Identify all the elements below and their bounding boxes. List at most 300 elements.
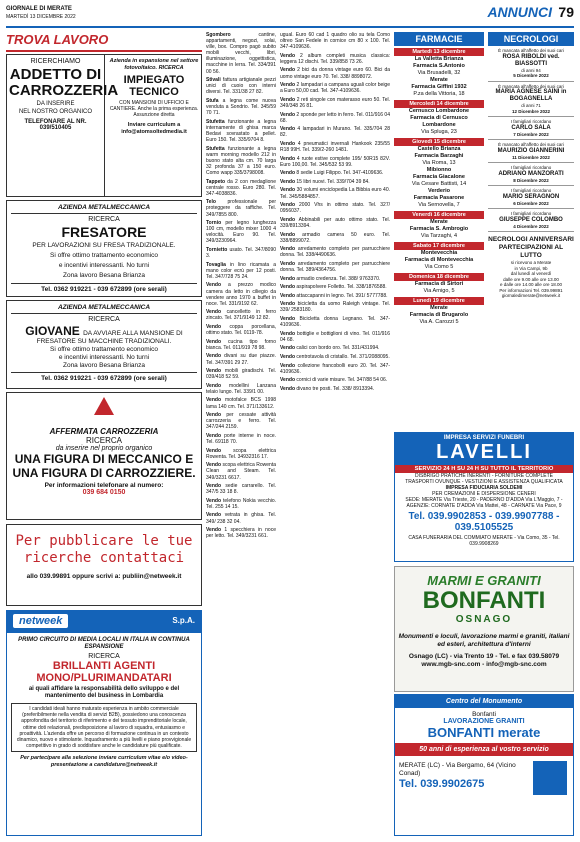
- ad-text: DA AVVIARE ALLA MANSIONE DI: [83, 330, 183, 337]
- ad-text: DA INSERIRE: [36, 101, 75, 107]
- classified-text: 2 reti singole con materasso euro 50. Tel. 349/348 26 81.: [280, 96, 390, 109]
- classified-text: 2 lampadari a campana uguali color beige a Euro 50,00 cad. Tel. 347-4109636.: [280, 82, 390, 95]
- necrologio-intro: È mancata all'affetto dei suoi cari: [498, 83, 564, 89]
- classified-keyword: Vendo: [280, 82, 296, 89]
- necrologio-intro: I famigliari ricordano: [510, 188, 552, 193]
- classified-text: porte interne in noce. Tel. 69118 70.: [206, 432, 276, 446]
- necrologi-column: [488, 32, 574, 432]
- farmacia-name: Cernusco Lombardone: [408, 108, 470, 114]
- classified-text: mobili giradischi. Tel. 039/418 52 59.: [206, 368, 276, 381]
- classified-item: [206, 462, 276, 480]
- classified-text: da 2 con medaglione centrale rosso. Euro 280. Tel. 347-4038836.: [206, 178, 276, 197]
- lavelli-ad: [394, 432, 574, 562]
- classified-keyword: Vendo: [206, 282, 222, 289]
- necrologio-date: 7 Dicembre 2022: [513, 131, 549, 137]
- farmacia-name: Castello Brianza: [417, 146, 461, 152]
- necrologio-date: 6 Dicembre 2022: [513, 200, 549, 206]
- classified-text: calici con bordo oro. Tel. 331/431994.: [296, 345, 380, 352]
- farmacia-name: Farmacia di Cernusco Lombardone: [410, 115, 468, 128]
- ad-text: NEL NOSTRO ORGANICO: [18, 109, 93, 115]
- necrologio-date: 11 Dicembre 2022: [512, 154, 550, 160]
- classified-keyword: Vendo: [280, 178, 296, 185]
- ad-phone: Tel. 0362 919221 - 039 672899 (ore serali): [11, 283, 197, 293]
- classified-keyword: Vendo: [280, 67, 296, 74]
- ad-contact[interactable]: Per partecipare alla selezione inviare curriculum vitae e/o video-presentazione a candidature@netweek.it: [20, 755, 188, 768]
- farmacia-name: Farmacia S. Ambrogio: [409, 226, 469, 232]
- ad-text: e incentivi interessanti. No turni: [58, 262, 150, 269]
- farmacia-name: Merate: [430, 77, 448, 83]
- ad-phone: TELEFONARE AL NR. 039/510405: [24, 119, 87, 131]
- classified-keyword: Vendo: [206, 382, 222, 389]
- classified-text: 1 specchiera in noce per letto. Tel. 349/3231 661.: [206, 527, 276, 540]
- classified-text: a prezzo modico camera da letto in ciliegio da vendere anno 1970 a buffet in noce. Tel. 331/9192 62.: [206, 282, 276, 307]
- ad-text: Per informazioni telefonare al numero:: [44, 482, 164, 489]
- classified-item: [280, 97, 390, 109]
- classified-item: [206, 179, 276, 197]
- necrologi-info-text: dalle ore 9.00 alle ore 13.00: [503, 276, 559, 282]
- centro-monumento-footer: [395, 759, 573, 799]
- farmacia-name: Farmacia Giacalone: [413, 174, 465, 180]
- classified-item: [206, 98, 276, 116]
- classified-text: scopa elettrica Rowenta. Tel. 34932316 17.: [206, 447, 276, 460]
- necrologio-name: ADRIANO MANZORATI: [498, 170, 564, 177]
- netweek-logo: netweek: [13, 614, 68, 628]
- farmacia-address: Via Tarzaghi, 4: [420, 233, 458, 239]
- classified-text: modellini Lanzana telaio lungo. Tel. 339/1 00.: [206, 382, 276, 395]
- classified-keyword: Vendo: [280, 96, 296, 103]
- classified-item: [280, 301, 390, 313]
- classified-keyword: Vendo: [280, 52, 296, 59]
- classified-item: [280, 53, 390, 65]
- classified-keyword: Vendo: [280, 202, 296, 209]
- farmacia-day: Lunedì 19 dicembre: [394, 297, 484, 305]
- classified-item: [206, 309, 276, 321]
- classified-item: [206, 527, 276, 539]
- classified-item: [280, 187, 390, 199]
- ad-slogan: 50 anni di esperienza al vostro servizio: [395, 743, 573, 756]
- ad-text: PER LAVORAZIONI SU FRESA TRADIZIONALE.: [32, 242, 176, 249]
- ad-text: RICERCHIAMO: [30, 58, 81, 65]
- classified-text: divano tre posti. Tel. 338/ 8913394.: [296, 385, 375, 392]
- ad-company: AZIENDA METALMECCANICA: [11, 304, 197, 314]
- ad-text: DISBRIGO PRATICHE INERENTI - FORNITURE COMPLETE: [415, 473, 553, 479]
- necrologi-info-text: in Via Campi, 9b: [514, 265, 548, 271]
- classified-text: cucina tipo forno bianca. Tel. 011/919 78 98.: [206, 338, 276, 351]
- ad-text: da inserire nel proprio organico: [55, 445, 153, 452]
- classifieds-column-1: [206, 32, 276, 836]
- necrologio: [488, 46, 574, 82]
- ad-address: SEDE: MERATE Via Trieste, 20 - PADERNO D'ADDA Via L'Maggio, 7 - AGENZIE: CORNATE D'ADDA Via Mattei, 48 - CARNATE Via Pace, 9: [405, 497, 563, 509]
- farmacia-address: Via Spluga, 23: [421, 129, 457, 135]
- classified-item: [280, 331, 390, 343]
- ad-headline: IMPIEGATO TECNICO: [123, 74, 185, 98]
- classified-text: 4 ruote estive complete 195/ 50R15 82V. Euro 100,00. Tel. 345/532 53 99.: [280, 155, 390, 168]
- necrologio: [488, 186, 574, 209]
- ad-headline: UNA FIGURA DI MECCANICO E UNA FIGURA DI CARROZZIERE.: [12, 452, 196, 480]
- farmacia-name: Farmacia Pasarone: [413, 195, 465, 201]
- bonfanti-marmi-ad: [394, 566, 574, 692]
- necrologio-name: GIUSEPPE COLOMBO: [499, 216, 563, 223]
- classified-keyword: Tornietto: [206, 247, 228, 253]
- ad-text: LAVORAZIONE GRANITI: [443, 718, 525, 725]
- classified-text: cornici di varie misure. Tel. 347/88 54 06.: [296, 377, 388, 384]
- farmacia-address: Via Sernovella, 7: [418, 202, 460, 208]
- ad-headline: ADDETTO DI CARROZZERIA: [9, 66, 119, 99]
- classified-text: 4 lampadari in Murano. Tel. 335/704 28 82.: [280, 126, 390, 139]
- necrologio-intro: I famigliari ricordano: [510, 119, 552, 124]
- necrologio-date: 5 Dicembre 2022: [513, 73, 549, 78]
- classified-text: cancelletto in ferro zincato. Tel. 371/9149 12 82.: [206, 309, 276, 322]
- job-ad-fresatore: [6, 200, 202, 297]
- classified-item: [206, 353, 276, 365]
- ad-text: OSNAGO: [455, 614, 513, 625]
- necrologi-info-email[interactable]: giornaledimerate@netweek.it: [501, 293, 561, 298]
- classified-item: [280, 293, 390, 299]
- page-header: [6, 4, 574, 30]
- farmacia-name: Farmacia di Montevecchia: [404, 257, 474, 263]
- necrologio-intro: I famigliari ricordano: [510, 165, 552, 170]
- job-ad-carrozzeria-left: [7, 55, 119, 197]
- classified-keyword: Vendo: [206, 527, 222, 534]
- farmacia-address: Via Cesare Battisti, 14: [411, 181, 467, 187]
- classified-keyword: Vendo: [280, 377, 296, 384]
- classified-keyword: Vendo: [206, 483, 222, 490]
- classified-item: [206, 483, 276, 495]
- ad-text: TRASPORTI OVUNQUE - VESTIZIONI E ASSISTENZA QUALIFICATA: [405, 479, 563, 485]
- lavelli-logo: LAVELLI: [436, 441, 532, 463]
- ad-text: Monumenti e loculi, lavorazione marmi e graniti, italiani ed esteri, architettura d'interni: [398, 633, 570, 648]
- classified-item: [206, 324, 276, 336]
- classified-text: per legno lunghezza 100 cm, modello mixer 1000 4 velocità. Euro 90. Tel. 349/3230964.: [206, 220, 276, 245]
- classified-item: [280, 202, 390, 214]
- classified-item: [280, 377, 390, 383]
- ad-text: e incentivi interessanti. No turni: [58, 354, 150, 361]
- farmacia-day: Giovedì 15 dicembre: [394, 138, 484, 146]
- necrologio-intro: È mancata all'affetto dei suoi cari: [498, 48, 564, 53]
- necrologio-age: di anni 94: [521, 67, 541, 73]
- classified-text: 30 volumi enciclopedia La Bibbia euro 40. Tel. 345/5884857.: [280, 187, 390, 200]
- classified-text: Bicicletta donna Legnano. Tel. 347-4109636.: [280, 316, 390, 329]
- classified-keyword: Vendo: [280, 140, 296, 147]
- classified-keyword: Vendo: [280, 246, 296, 253]
- necrologi-title: NECROLOGI: [488, 32, 574, 46]
- classified-text: centrotavola di cristallo. Tel. 371/2088095.: [296, 354, 390, 361]
- farmacie-title: FARMACIE: [394, 32, 484, 46]
- classified-item: [280, 156, 390, 168]
- classified-text: in lino ricamata a mano color ecrù per 12 posti. Tel. 347/728 75 24.: [206, 261, 276, 280]
- ad-headline: FRESATORE: [61, 224, 147, 240]
- trova-lavoro-title: TROVA LAVORO: [6, 32, 202, 52]
- farmacia-name: Farmacia S.Antonio: [413, 63, 465, 69]
- classified-item: [206, 199, 276, 217]
- ad-text: RICERCA: [88, 216, 120, 223]
- classified-item: [280, 32, 390, 50]
- classified-keyword: Vendo: [206, 497, 222, 504]
- necrologio: [488, 209, 574, 232]
- classified-keyword: Sgombero: [206, 32, 231, 38]
- classified-item: [280, 141, 390, 153]
- ad-headline: Per pubblicare le tue ricerche contattaci: [15, 533, 193, 566]
- classified-text: a legna come nuova venduta a Sondrio. Tel. 345/59 70 71.: [206, 97, 276, 117]
- netweek-ad: [6, 610, 202, 836]
- classified-text: sedie carrarello. Tel. 347/5 33 18 8.: [206, 483, 276, 496]
- monument-image: [533, 761, 567, 795]
- farmacia-name: Merate: [430, 219, 448, 225]
- classified-item: [206, 498, 276, 510]
- ad-text: RICERCA: [88, 316, 120, 323]
- ad-text: CON MANSIONI DI UFFICIO E CANTIERE. Anche la prima esperienza. Assunzione diretta: [109, 100, 199, 118]
- classified-text: scopa elettrica Rowenta Clean and Steam. Tel. 349/3231 6617.: [206, 462, 276, 481]
- ad-email[interactable]: Inviare curriculum a info@atomsoltedmedia.it: [121, 122, 187, 135]
- classified-item: [280, 386, 390, 392]
- classified-text: telefono Nokia vecchio. Tel. 255 14 15.: [206, 497, 276, 510]
- classified-item: [206, 119, 276, 143]
- job-ad-carrozzeria: [6, 54, 202, 197]
- necrologio-date: 4 Dicembre 2022: [513, 223, 549, 229]
- ad-address: MERATE (LC) - Via Bergamo, 64 (Vicino Conad): [399, 762, 516, 777]
- classified-keyword: Tornio: [206, 220, 222, 227]
- classified-item: [206, 77, 276, 95]
- classified-text: motofalce BCS 1998 lama 140 cm. Tel. 371/133612.: [206, 397, 276, 410]
- page-number: 79: [558, 4, 574, 20]
- bonfanti-merate-logo: BONFANTI merate: [427, 725, 541, 740]
- classified-text: bottiglie e bottiglioni di vino. Tel. 011/916 04 68.: [280, 330, 390, 343]
- classified-item: [280, 232, 390, 244]
- classified-item: [206, 412, 276, 430]
- ad-text: CASA FUNERARIA DEL COMMIATO MERATE - Via Como, 35 - Tel. 039.9908269: [408, 535, 560, 547]
- necrologi-info-title: NECROLOGI ANNIVERSARI PARTECIPAZIONI AL LUTTO: [488, 236, 574, 259]
- classified-keyword: Vendo: [280, 316, 296, 323]
- classified-keyword: Vendo: [206, 462, 222, 469]
- farmacia-day: Domenica 18 dicembre: [394, 273, 484, 281]
- ad-text: Bonfanti: [472, 711, 496, 718]
- farmacia-name: Mibionno: [426, 167, 452, 173]
- necrologio: [488, 117, 574, 140]
- classified-item: [280, 112, 390, 124]
- ad-text: RICERCA: [85, 436, 122, 445]
- classified-text: armadio camera 50 euro. Tel. 338/8899072.: [280, 231, 390, 244]
- classified-keyword: Vendo: [280, 284, 296, 291]
- necrologio-name: CARLO SALA: [511, 124, 551, 131]
- ad-text: PRIMO CIRCUITO DI MEDIA LOCALI IN ITALIA IN CONTINUA ESPANSIONE: [18, 637, 190, 650]
- classified-text: aspirapolvere Folletto. Tel. 338/1876588.: [296, 284, 387, 291]
- ad-contact[interactable]: allo 039.99891 oppure scrivi a: publiin@netweek.it: [26, 573, 182, 580]
- classified-item: [280, 363, 390, 375]
- section-title: ANNUNCI: [487, 4, 552, 20]
- farmacia-name: Farmacia Barzaghi: [414, 153, 464, 159]
- classified-keyword: Tappeto: [206, 178, 226, 185]
- ad-requirements: I candidati ideali hanno maturato esperienza in ambito commerciale (preferibilmente nella vendita di servizi B2B), possiedono una conoscenza approfondita del territorio di riferimento e del tessuto imprenditoriale locale, ottime doti relazionali, predisposizione al lavoro di squadra, entusiasmo e proattività. L'azienda offre un percorso di formazione continua in un contesto dinamico, nuovo e stimolante. Inquadramento a più livelli e piano provvigionale competitivo in grado di soddisfare anche le candidature più qualificate.: [11, 703, 197, 752]
- farmacie-column: [394, 32, 484, 432]
- farmacia-day: Venerdì 16 dicembre: [394, 211, 484, 219]
- ad-phone: Tel. 039.9902853 - 039.9907788 - 039.5105525: [408, 511, 560, 533]
- classified-keyword: Vendo: [206, 353, 222, 360]
- classified-keyword: Vendo: [206, 309, 222, 316]
- classified-item: [280, 316, 390, 328]
- ad-phone: Tel. 0362 919221 - 039 672899 (ore serali): [11, 372, 197, 382]
- ad-headline: [11, 324, 197, 338]
- classified-keyword: Vendo: [280, 111, 296, 118]
- farmacia-name: Farmacia di Sirtori: [414, 281, 464, 287]
- classified-text: arredamento completo per parrucchiere donna. Tel. 338/4490636.: [280, 246, 390, 259]
- classified-keyword: Vendo: [206, 412, 222, 419]
- classifieds-column-2: [280, 32, 390, 836]
- farmacia-address: Via Como 5: [424, 264, 454, 270]
- publication-date: MARTEDÌ 13 DICEMBRE 2022: [6, 14, 76, 20]
- necrologi-info: [488, 236, 574, 299]
- classified-text: collezione francobolli euro 20. Tel. 347-4109636.: [280, 362, 390, 375]
- job-ad-meccanico: [6, 392, 202, 520]
- ad-text: ai quali affidare la responsabilità dello sviluppo e del mantenimento del business in Lombardia: [28, 686, 180, 699]
- classified-keyword: Vendo: [206, 447, 222, 454]
- bonfanti-logo: BONFANTI: [422, 587, 546, 614]
- necrologi-info-text: dal lunedì al venerdì: [510, 271, 552, 276]
- ad-text: Azienda in espansione nel settore fotovoltaico. RICERCA: [109, 58, 199, 71]
- ad-text: MARMI E GRANITI: [427, 573, 541, 588]
- classified-keyword: Vendo: [280, 231, 296, 238]
- publication-name: GIORNALE DI MERATE: [6, 6, 72, 12]
- classified-text: funzionante a legna warm morning modello 212 in buono stato alta cm. 70 larga 32 profonda 37 a 150 euro. Como wapp 335/3798008.: [206, 145, 276, 176]
- ad-text: RICERCA: [88, 653, 120, 660]
- ad-text: IMPRESA FIDUCIARIA SOLDEMI: [445, 485, 523, 491]
- classified-item: [206, 262, 276, 280]
- classified-text: Abbinabili per auto ottimo stato. Tel. 339/8913394.: [280, 216, 390, 229]
- classified-text: coppa porcellana, ottimo stato. Tel. 0119-78.: [206, 324, 276, 337]
- classified-keyword: Vendo: [280, 260, 296, 267]
- classified-text: funzionante a legna internamente di ghisa marca Bedavi sovrastato a pellet. Euro 150. Tel. 335/9704 8.: [206, 118, 276, 143]
- farmacia-name: La Valletta Brianza: [414, 56, 464, 62]
- classified-item: [206, 32, 276, 75]
- classified-item: [280, 170, 390, 176]
- classified-keyword: Vendo: [280, 126, 296, 133]
- classified-item: [206, 397, 276, 409]
- classified-keyword: Vendo: [280, 275, 296, 282]
- ad-text: Si offre ottimo trattamento economico: [50, 346, 158, 353]
- classified-keyword: Vendo: [206, 397, 222, 404]
- publish-ad: [6, 524, 202, 606]
- classified-item: [280, 284, 390, 290]
- classified-text: 15 libri nuovi. Tel. 339/704 39 84.: [296, 178, 370, 185]
- farmacia-address: Via Arnigo, 5: [423, 288, 455, 294]
- farmacia-name: Montevecchia: [420, 250, 458, 256]
- classified-keyword: Vendo: [280, 216, 296, 223]
- classified-keyword: Vendo: [280, 301, 296, 308]
- lavelli-banner: [395, 433, 573, 465]
- classified-keyword: Vendo: [206, 324, 222, 331]
- classified-item: [206, 368, 276, 380]
- ad-address-block: [399, 762, 529, 788]
- necrologio-date: 8 Dicembre 2022: [513, 177, 549, 183]
- classified-text: divani su due piazze. Tel. 347/391 29 27.: [206, 353, 276, 366]
- triangle-logo-icon: [94, 397, 114, 415]
- necrologio-name: MARIO SERAGNON: [502, 193, 560, 200]
- classified-text: 4 pneumatici invernali Hankook 235/55 R18 99H. Tel. 339/2-260 1481.: [280, 140, 390, 153]
- classified-item: [280, 67, 390, 79]
- classified-item: [280, 261, 390, 273]
- classified-text: vetrata in ghisa. Tel. 349/ 238 32 04.: [206, 512, 276, 525]
- classified-text: 2 album completi musica classica: leggera 12 dischi. Tel. 339/858 73 26.: [280, 52, 390, 65]
- necrologio-date: 12 Dicembre 2022: [511, 108, 551, 114]
- classified-keyword: Vendo: [206, 368, 222, 375]
- ad-text: Si offre ottimo trattamento economico: [50, 252, 158, 259]
- necrologio-intro: I famigliari ricordano: [510, 211, 552, 216]
- classified-item: [206, 339, 276, 351]
- classified-keyword: Vendo: [280, 187, 296, 194]
- ad-headline-word: GIOVANE: [25, 324, 80, 338]
- necrologi-info-text: e dalle ore 14.00 alle ore 18.00: [499, 282, 563, 287]
- classified-item: [206, 282, 276, 306]
- classified-keyword: Stufetta: [206, 118, 225, 125]
- farmacia-day: Sabato 17 dicembre: [394, 242, 484, 250]
- classified-item: [280, 345, 390, 351]
- classified-item: [206, 220, 276, 244]
- ad-text: FRESATORE SU MACCHINE TRADIZIONALI.: [36, 338, 172, 345]
- ad-headline: SERVIZIO 24 H SU 24 H SU TUTTO IL TERRITORIO: [395, 465, 573, 473]
- farmacia-address: Via Roma, 13: [422, 160, 456, 166]
- classified-item: [206, 146, 276, 176]
- classified-item: [280, 179, 390, 185]
- classified-keyword: Vendo: [206, 338, 222, 345]
- classified-item: [206, 383, 276, 395]
- netweek-banner: [7, 611, 201, 633]
- ad-address: Osnago (LC) - via Trento 19 - Tel. e fax 039.58079 www.mgb-snc.com - info@mgb-snc.com: [408, 653, 560, 668]
- classified-text: attaccapanni in legno. Tel. 391/ 5777788.: [296, 292, 388, 299]
- classified-text: fattura artigianale pezzi unici di cuoio con interni diversi. Tel. 331/38 27 82.: [206, 77, 276, 96]
- classified-keyword: Vendo: [280, 354, 296, 361]
- header-rule: [6, 26, 574, 28]
- classified-keyword: Vendo: [280, 385, 296, 392]
- classified-keyword: Tovaglia: [206, 261, 226, 268]
- ad-text: Zona lavoro Besana Brianza: [62, 362, 146, 369]
- classified-keyword: Vendo: [280, 362, 296, 369]
- ad-text: Zona lavoro Besana Brianza: [62, 272, 146, 279]
- farmacia-name: Farmacia di Brugarolo: [409, 312, 469, 318]
- necrologi-info-text: si ricevono a Merate: [510, 260, 552, 265]
- classified-keyword: Vendo: [280, 345, 296, 352]
- classified-text: bicicletta da uomo Raleigh vintage. Tel. 339/ 2583180.: [280, 301, 390, 314]
- classified-text: per cessate attività carrozzeria e ferro. Tel. 347/244 2159.: [206, 412, 276, 431]
- farmacia-day: Mercoledì 14 dicembre: [394, 100, 484, 108]
- farmacia-address: Via Brusadelli, 32: [417, 70, 461, 76]
- necrologio: [488, 140, 574, 163]
- farmacia-address: P.za della Vittoria, 18: [413, 91, 465, 97]
- carrozzeria-logo: [44, 397, 164, 425]
- classified-text: 2 bici da donna vintage euro 60. Bici da uomo vintage euro 70. Tel. 338/ 8898072.: [280, 67, 390, 80]
- classified-item: [280, 354, 390, 360]
- necrologio-age: di anni 71: [521, 103, 541, 108]
- classified-text: professionale per proteggere da raffiche. Tel. 349/7855 800.: [206, 199, 276, 218]
- classified-item: [280, 126, 390, 138]
- farmacia-address: Via A. Carozzi 5: [419, 319, 459, 325]
- classified-item: [206, 448, 276, 460]
- classified-text: ugual. Euro 60 cad 1 quadro olio su tela Como oltreo San Fedele in cornice cm 80 x 100. Tel. 347-4109636.: [280, 32, 390, 51]
- classified-keyword: Vendo: [206, 432, 222, 439]
- necrologio-intro: È mancato all'affetto dei suoi cari: [498, 142, 564, 147]
- farmacia-name: Merate: [430, 305, 448, 311]
- ad-text: PER CREMAZIONI E DISPERSIONE CENERI: [432, 491, 536, 497]
- classified-item: [280, 82, 390, 94]
- classified-text: armadio credenza. Tel. 388/ 9763370.: [296, 275, 381, 282]
- classified-item: [206, 247, 276, 259]
- necrologio: [488, 163, 574, 186]
- classified-keyword: Stivali: [206, 77, 221, 84]
- necrologio: [488, 82, 574, 118]
- ad-headline: BRILLANTI AGENTI MONO/PLURIMANDATARI: [36, 660, 172, 684]
- classified-item: [280, 217, 390, 229]
- classified-text: 8 sedie Luigi Filippo. Tel. 347-4109636.: [296, 170, 384, 177]
- classified-item: [206, 433, 276, 445]
- ad-phone: 039 684 0150: [82, 489, 126, 496]
